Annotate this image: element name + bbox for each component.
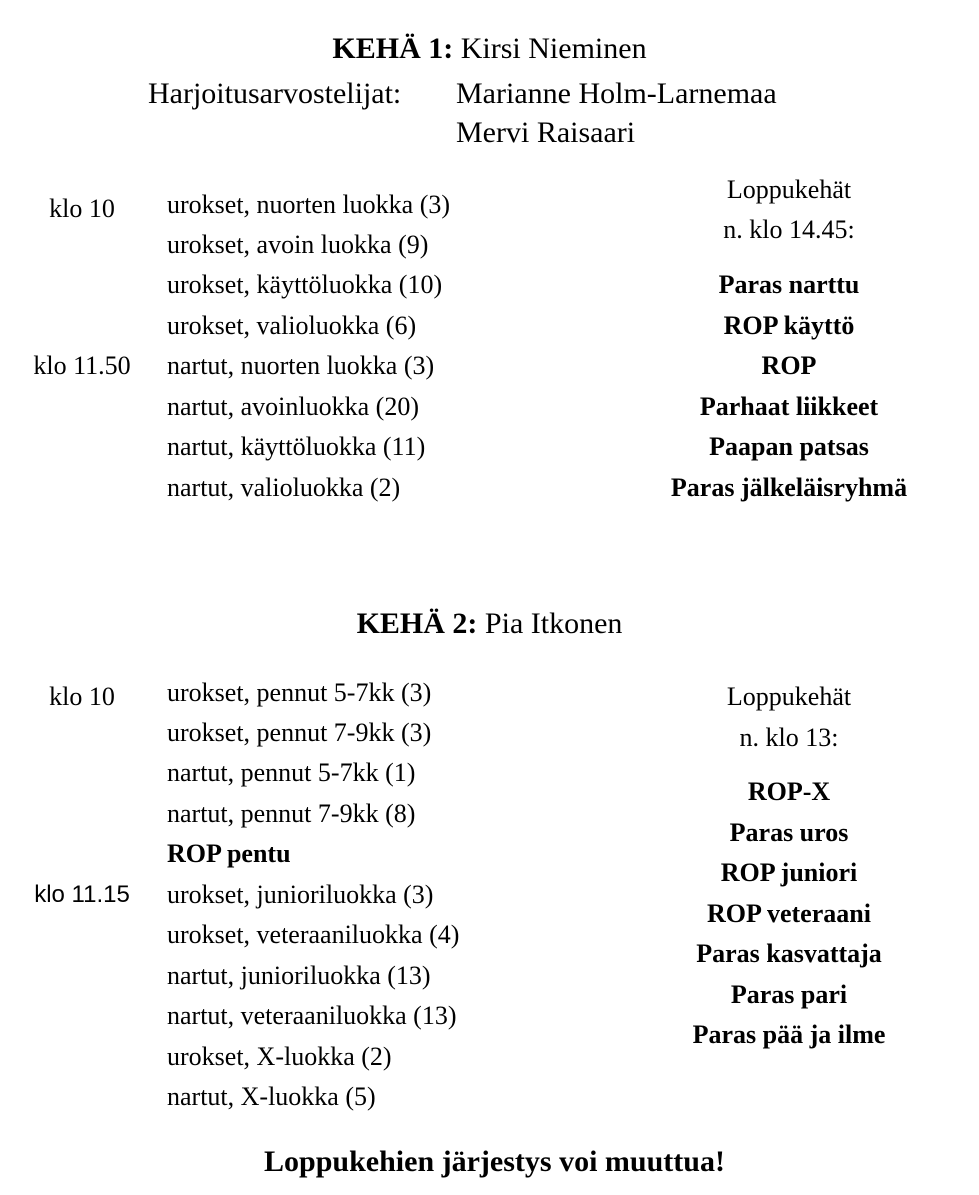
footer-note: Loppukehien järjestys voi muuttua!	[264, 1145, 725, 1178]
ring2-class: urokset, pennut 5-7kk (3)	[167, 678, 432, 707]
ring1-time-1: klo 10	[49, 194, 115, 223]
ring1-class: nartut, avoinluokka (20)	[167, 392, 419, 421]
ring2-class: urokset, junioriluokka (3)	[167, 880, 434, 909]
ring1-class: urokset, käyttöluokka (10)	[167, 270, 443, 299]
ring2-class: nartut, pennut 7-9kk (8)	[167, 799, 416, 828]
ring2-finals-time: n. klo 13:	[739, 723, 839, 752]
ring1-finals-heading: Loppukehät	[726, 175, 852, 204]
ring2-final: Paras kasvattaja	[696, 939, 882, 968]
ring2-judge: Pia Itkonen	[484, 607, 623, 640]
ring1-class: urokset, avoin luokka (9)	[167, 230, 429, 259]
ring1-final: Parhaat liikkeet	[699, 392, 879, 421]
ring1-label: KEHÄ 1:	[332, 32, 454, 65]
ring1-title	[0, 32, 979, 66]
ring1-judge: Kirsi Nieminen	[460, 32, 647, 65]
ring1-class: nartut, nuorten luokka (3)	[167, 351, 435, 380]
ring1-final: Paras jälkeläisryhmä	[670, 473, 908, 502]
ring2-final: ROP veteraani	[707, 899, 871, 928]
ring1-class: urokset, nuorten luokka (3)	[167, 190, 451, 219]
ring2-time-2: klo 11.15	[34, 881, 130, 908]
ring1-final: ROP käyttö	[723, 311, 855, 340]
ring2-class: urokset, X-luokka (2)	[167, 1042, 392, 1071]
ring2-final: ROP-X	[747, 777, 831, 806]
ring2-finals-heading: Loppukehät	[726, 682, 852, 711]
ring2-title	[0, 607, 979, 641]
ring2-final: ROP juniori	[720, 858, 858, 887]
ring2-time-1: klo 10	[49, 682, 115, 711]
ring1-final: ROP	[761, 351, 817, 380]
ring2-class: ROP pentu	[167, 839, 291, 868]
ring2-class: nartut, X-luokka (5)	[167, 1082, 376, 1111]
ring2-class: urokset, veteraaniluokka (4)	[167, 920, 460, 949]
trainee-2: Mervi Raisaari	[456, 116, 636, 149]
trainee-1: Marianne Holm-Larnemaa	[456, 77, 777, 110]
ring1-class: nartut, valioluokka (2)	[167, 473, 401, 502]
ring1-class: urokset, valioluokka (6)	[167, 311, 417, 340]
ring2-final: Paras uros	[729, 818, 849, 847]
trainees-label: Harjoitusarvostelijat:	[148, 77, 402, 110]
ring1-final: Paras narttu	[718, 270, 860, 299]
ring1-time-2: klo 11.50	[33, 351, 131, 380]
ring2-final: Paras pari	[730, 980, 848, 1009]
ring1-class: nartut, käyttöluokka (11)	[167, 432, 426, 461]
ring1-finals-time: n. klo 14.45:	[723, 215, 855, 244]
ring2-label: KEHÄ 2:	[356, 607, 478, 640]
ring2-class: nartut, junioriluokka (13)	[167, 961, 431, 990]
ring2-class: nartut, pennut 5-7kk (1)	[167, 758, 416, 787]
ring2-class: nartut, veteraaniluokka (13)	[167, 1001, 457, 1030]
ring2-class: urokset, pennut 7-9kk (3)	[167, 718, 432, 747]
ring2-final: Paras pää ja ilme	[692, 1020, 886, 1049]
ring1-final: Paapan patsas	[709, 432, 869, 461]
